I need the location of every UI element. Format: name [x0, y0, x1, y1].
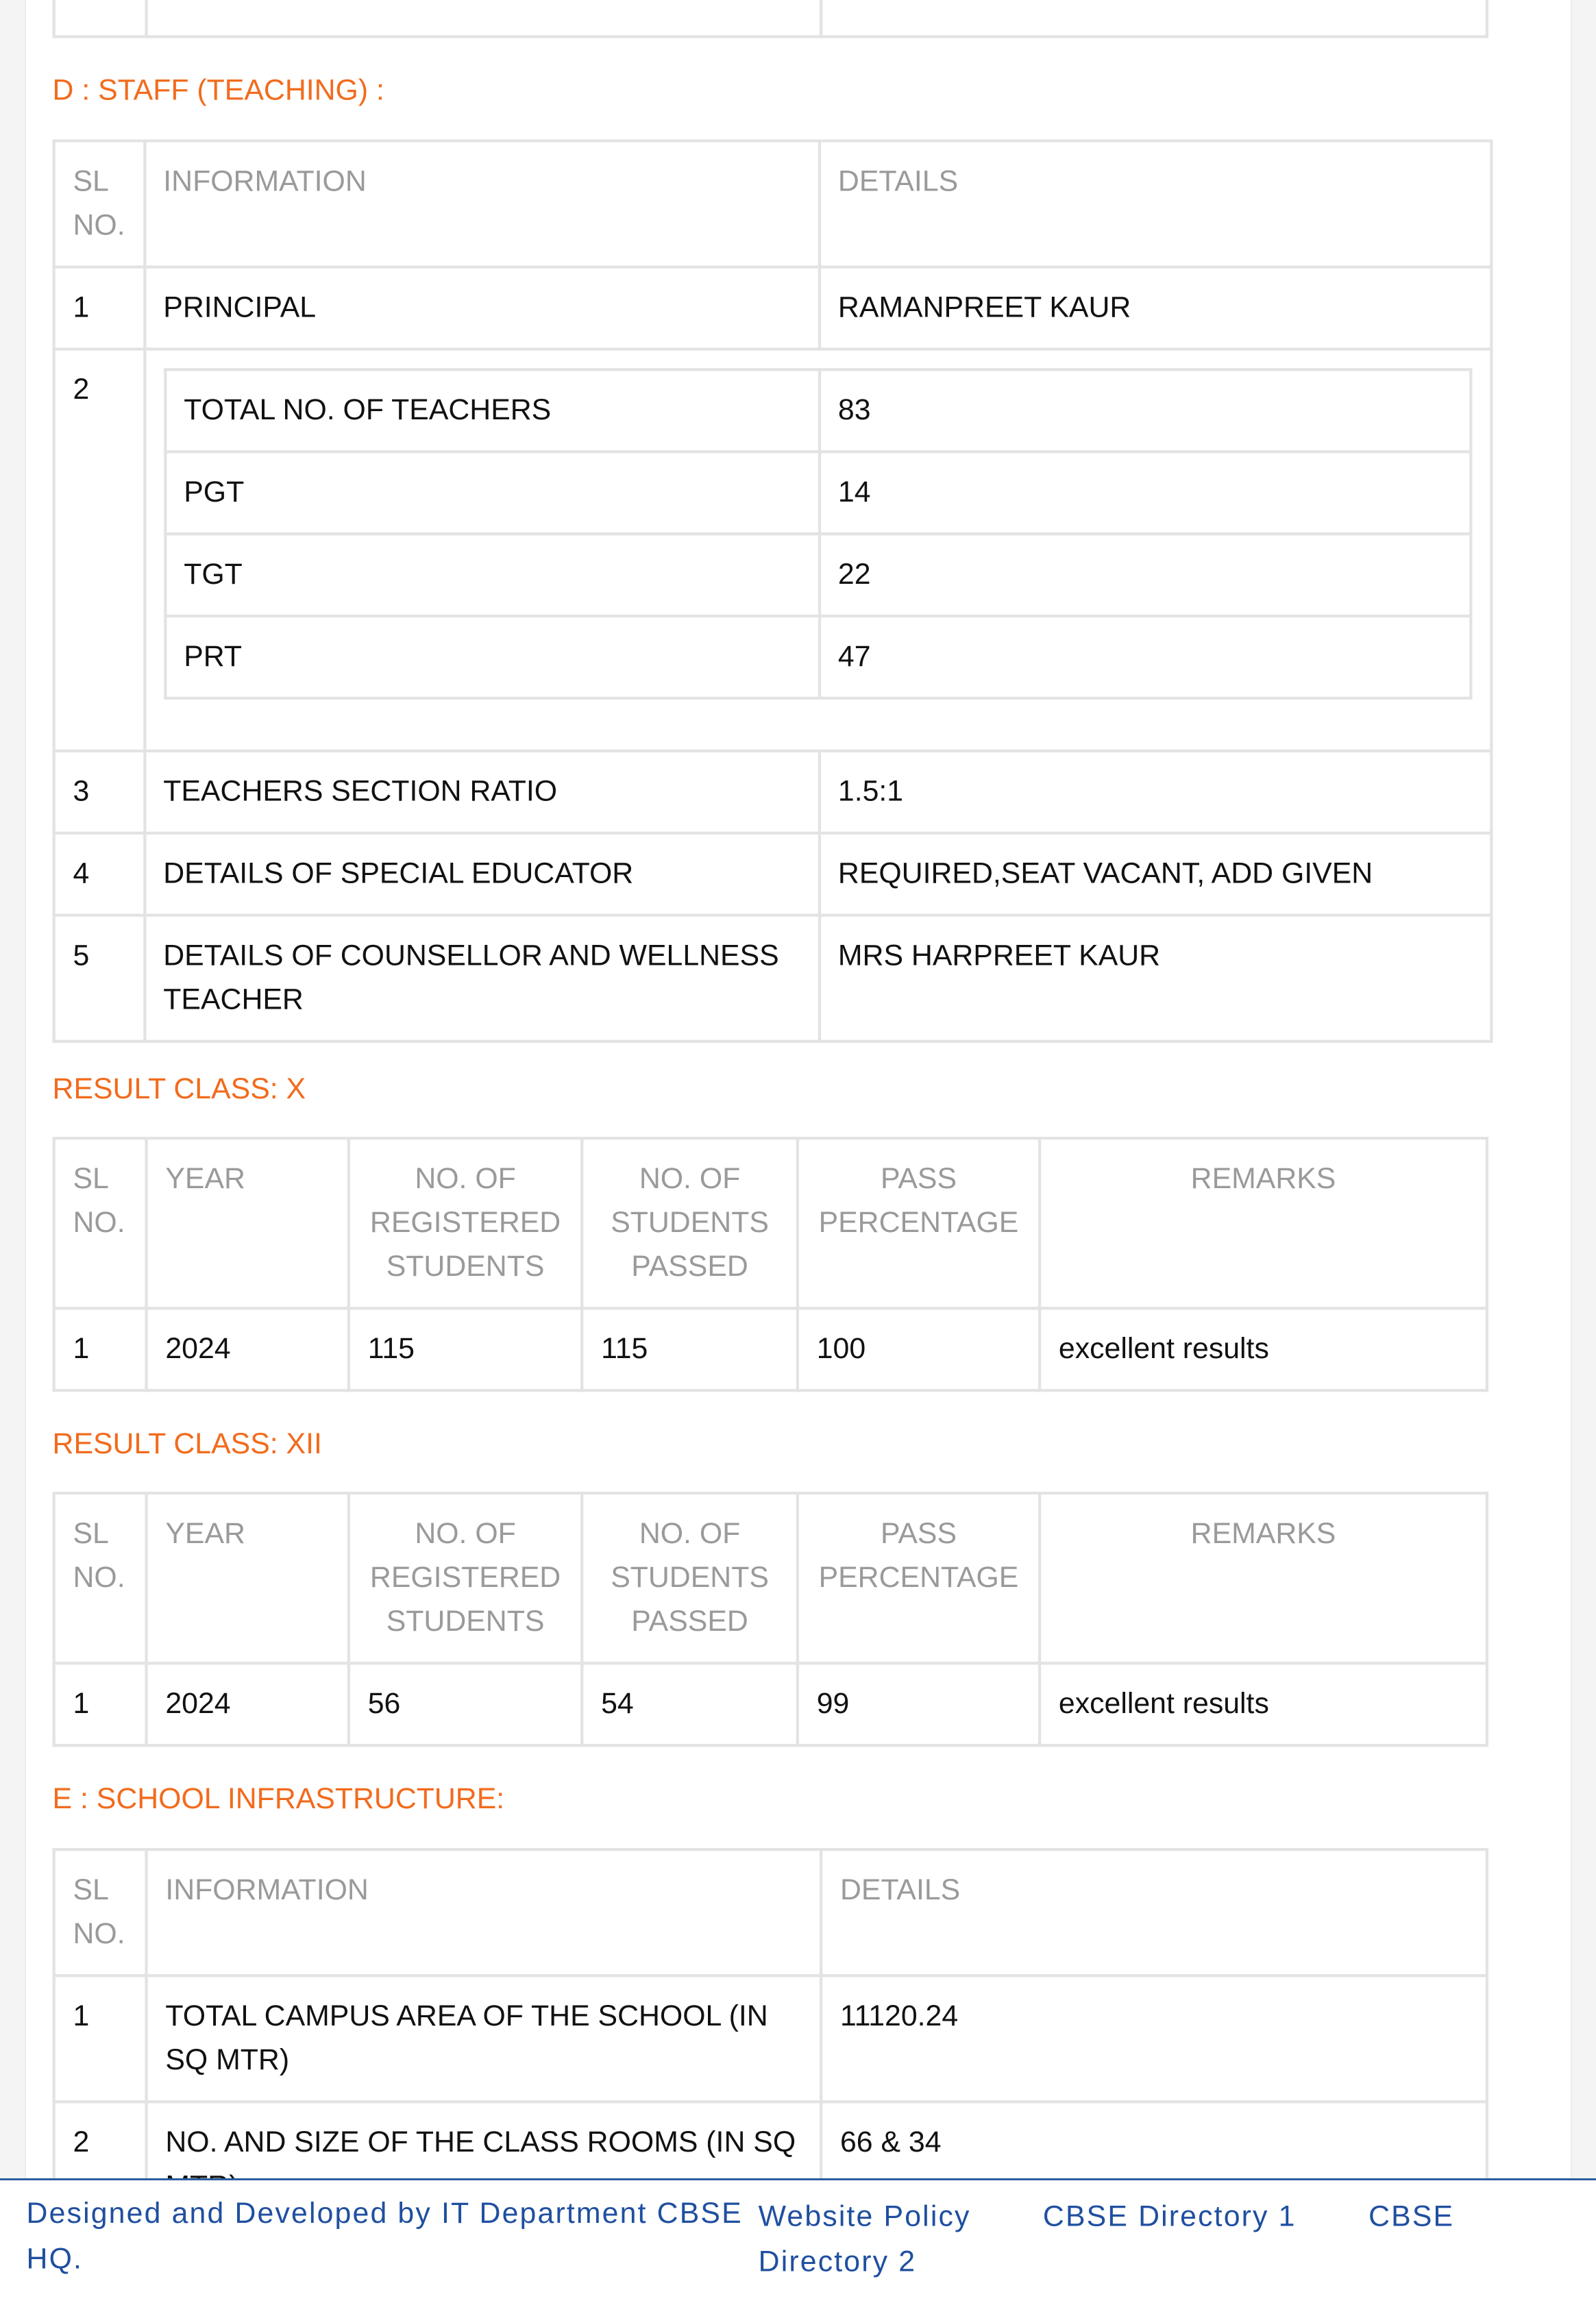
col-pass-percentage: PASS PERCENTAGE — [798, 1138, 1040, 1308]
table-row — [54, 1308, 1487, 1390]
passed-cell: 54 — [582, 1663, 798, 1745]
sl-cell: 1 — [54, 1663, 147, 1745]
teachers-breakdown-cell — [144, 349, 1490, 750]
teacher-count: 14 — [819, 452, 1470, 534]
result-x-heading: RESULT CLASS: X — [52, 1073, 306, 1106]
year-cell: 2024 — [147, 1308, 349, 1390]
details-cell: MRS HARPREET KAUR — [819, 915, 1490, 1042]
staff-table — [53, 139, 1493, 1043]
passed-cell: 115 — [582, 1308, 798, 1390]
col-year: YEAR — [147, 1138, 349, 1308]
info-cell: PRINCIPAL — [144, 267, 819, 349]
col-sl-no: SL NO. — [54, 1849, 147, 1975]
table-header-row — [54, 1849, 1487, 1975]
table-row — [164, 534, 1470, 616]
infrastructure-heading: E : SCHOOL INFRASTRUCTURE: — [52, 1783, 505, 1816]
teacher-type-label: PGT — [164, 452, 819, 534]
teacher-count: 83 — [819, 369, 1470, 452]
sl-cell: 2 — [54, 349, 145, 750]
table-row — [164, 369, 1470, 452]
cbse-directory-1-link[interactable]: CBSE Directory 1 — [1042, 2200, 1297, 2234]
staff-section-heading: D : STAFF (TEACHING) : — [52, 75, 384, 108]
page-content — [25, 0, 1572, 2301]
details-cell: 66 & 34 — [821, 2102, 1487, 2228]
col-pass-percentage: PASS PERCENTAGE — [798, 1493, 1040, 1663]
registered-cell: 115 — [349, 1308, 582, 1390]
col-year: YEAR — [147, 1493, 349, 1663]
previous-table-remnant — [53, 0, 1489, 38]
infrastructure-table — [53, 1848, 1489, 2230]
percentage-cell: 99 — [798, 1663, 1040, 1745]
sl-cell: 2 — [54, 2102, 147, 2228]
sl-cell: 1 — [54, 1308, 147, 1390]
teacher-type-label: TOTAL NO. OF TEACHERS — [164, 369, 819, 452]
table-row-teachers — [54, 349, 1491, 750]
info-cell: DETAILS OF COUNSELLOR AND WELLNESS TEACHER — [144, 915, 819, 1042]
info-cell: NO. AND SIZE OF THE CLASS ROOMS (IN SQ — [147, 2102, 822, 2228]
remarks-cell: excellent results — [1040, 1663, 1487, 1745]
sl-cell: 1 — [54, 267, 145, 349]
teacher-count: 22 — [819, 534, 1470, 616]
result-xii-table — [53, 1492, 1489, 1747]
col-passed: NO. OF STUDENTS PASSED — [582, 1138, 798, 1308]
teachers-breakdown-table — [163, 368, 1471, 700]
teacher-type-label: PRT — [164, 616, 819, 698]
teacher-count: 47 — [819, 616, 1470, 698]
col-details: DETAILS — [819, 140, 1490, 267]
col-remarks: REMARKS — [1040, 1138, 1487, 1308]
percentage-cell: 100 — [798, 1308, 1040, 1390]
remarks-cell: excellent results — [1040, 1308, 1487, 1390]
site-footer — [0, 2178, 1596, 2303]
col-information: INFORMATION — [144, 140, 819, 267]
registered-cell: 56 — [349, 1663, 582, 1745]
table-row — [54, 1663, 1487, 1745]
result-x-table — [53, 1137, 1489, 1392]
details-cell: REQUIRED,SEAT VACANT, ADD GIVEN — [819, 833, 1490, 915]
table-header-row — [54, 140, 1491, 267]
table-header-row — [54, 1138, 1487, 1308]
table-row — [54, 751, 1491, 833]
col-sl-no: SL NO. — [54, 140, 145, 267]
details-cell: 1.5:1 — [819, 751, 1490, 833]
col-registered: NO. OF REGISTERED STUDENTS — [349, 1138, 582, 1308]
details-cell: RAMANPREET KAUR — [819, 267, 1490, 349]
col-information: INFORMATION — [147, 1849, 822, 1975]
col-remarks: REMARKS — [1040, 1493, 1487, 1663]
info-cell: TEACHERS SECTION RATIO — [144, 751, 819, 833]
year-cell: 2024 — [147, 1663, 349, 1745]
info-cell: TOTAL CAMPUS AREA OF THE SCHOOL (IN SQ MTR) — [147, 1975, 822, 2102]
table-row — [164, 452, 1470, 534]
table-row — [54, 267, 1491, 349]
sl-cell: 4 — [54, 833, 145, 915]
info-cell: DETAILS OF SPECIAL EDUCATOR — [144, 833, 819, 915]
col-passed: NO. OF STUDENTS PASSED — [582, 1493, 798, 1663]
website-policy-link[interactable]: Website Policy — [758, 2200, 971, 2234]
table-row — [54, 1975, 1487, 2102]
cbse-directory-2-link[interactable]: CBSE Directory 2 — [758, 2200, 1455, 2279]
col-registered: NO. OF REGISTERED STUDENTS — [349, 1493, 582, 1663]
teacher-type-label: TGT — [164, 534, 819, 616]
col-sl-no: SL NO. — [54, 1138, 147, 1308]
sl-cell: 1 — [54, 1975, 147, 2102]
sl-cell: 5 — [54, 915, 145, 1042]
col-sl-no: SL NO. — [54, 1493, 147, 1663]
table-header-row — [54, 1493, 1487, 1663]
designed-by-text: Designed and Developed by IT Department CBSE HQ. — [26, 2197, 743, 2276]
table-row — [164, 616, 1470, 698]
result-xii-heading: RESULT CLASS: XII — [52, 1428, 322, 1461]
table-row — [54, 833, 1491, 915]
sl-cell: 3 — [54, 751, 145, 833]
details-cell: 11120.24 — [821, 1975, 1487, 2102]
col-details: DETAILS — [821, 1849, 1487, 1975]
table-row — [54, 915, 1491, 1042]
